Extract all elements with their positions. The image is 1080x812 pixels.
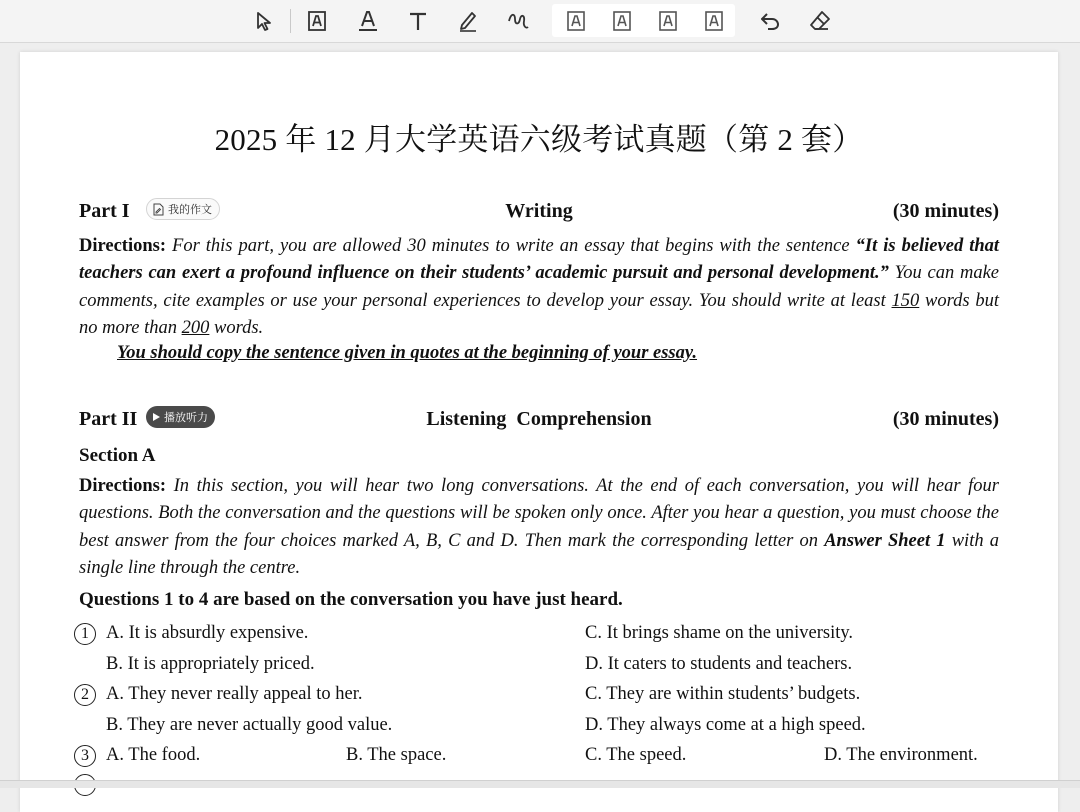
- section-a-heading: Section A: [79, 445, 156, 466]
- q2-option-c[interactable]: C. They are within students’ budgets.: [585, 684, 861, 704]
- directions-label: Directions:: [79, 476, 166, 496]
- document-edit-icon: [152, 203, 164, 216]
- undo-tool[interactable]: [754, 5, 786, 37]
- questions-heading: Questions 1 to 4 are based on the conversation you have just heard.: [79, 589, 623, 610]
- font-style-group: [552, 4, 735, 37]
- question-number-1: 1: [74, 623, 96, 645]
- question-number-3: 3: [74, 745, 96, 767]
- part-2-directions: [79, 473, 999, 582]
- play-icon: [152, 412, 161, 422]
- q1-option-d[interactable]: D. It caters to students and teachers.: [585, 654, 853, 674]
- eraser-icon: [808, 9, 832, 33]
- part-2-time: (30 minutes): [892, 408, 999, 430]
- min-word-count: 150: [891, 290, 920, 311]
- font-style-2[interactable]: [606, 5, 638, 37]
- q1-option-a[interactable]: A. It is absurdly expensive.: [106, 623, 309, 643]
- essay-prompt-quote: “It is believed that teachers can exert a profound influence on their students’ academic pursuit and personal development.”: [79, 236, 1000, 284]
- part-1-header: [79, 200, 999, 226]
- part-1-time: (30 minutes): [892, 200, 999, 222]
- pen-tool[interactable]: [452, 5, 484, 37]
- play-listening-label: 播放听力: [164, 411, 208, 424]
- cursor-icon: [253, 9, 277, 33]
- q2-option-d[interactable]: D. They always come at a high speed.: [585, 715, 866, 735]
- part-2-title: Listening Comprehension: [426, 408, 652, 430]
- text-box-icon: [610, 9, 634, 33]
- q2-option-a[interactable]: A. They never really appeal to her.: [106, 684, 363, 704]
- q3-option-d[interactable]: D. The environment.: [824, 745, 978, 765]
- text-box-icon: [702, 9, 726, 33]
- font-style-4[interactable]: [698, 5, 730, 37]
- q2-option-b[interactable]: B. They are never actually good value.: [106, 715, 393, 735]
- document-page: [20, 52, 1058, 812]
- part-1-directions-text-3: words but no more than: [79, 290, 999, 338]
- part-1-label: Part I: [79, 200, 130, 222]
- q3-option-c[interactable]: C. The speed.: [585, 745, 687, 765]
- select-tool[interactable]: [249, 5, 281, 37]
- document-title: 2025 年 12 月大学英语六级考试真题（第 2 套）: [214, 122, 864, 157]
- play-listening-button[interactable]: [146, 406, 215, 428]
- q1-option-c[interactable]: C. It brings shame on the university.: [585, 623, 854, 643]
- directions-label: Directions:: [79, 236, 166, 256]
- part-1-title: Writing: [505, 200, 573, 222]
- text-t-icon: [406, 9, 430, 33]
- answer-sheet-label: Answer Sheet 1: [824, 530, 946, 551]
- q3-option-a[interactable]: A. The food.: [106, 745, 201, 765]
- text-box-icon: [656, 9, 680, 33]
- toolbar-divider: [290, 9, 291, 33]
- part-1-directions-text-1: For this part, you are allowed 30 minutes to write an essay that begins with the sentence: [172, 236, 850, 256]
- part-2-label: Part II: [79, 408, 138, 430]
- part-1-directions-text-4: words.: [213, 317, 264, 338]
- annotation-toolbar: [0, 0, 1080, 43]
- pen-icon: [456, 9, 480, 33]
- text-box-icon: [564, 9, 588, 33]
- font-style-3[interactable]: [652, 5, 684, 37]
- q3-option-b[interactable]: B. The space.: [346, 745, 447, 765]
- font-style-1[interactable]: [560, 5, 592, 37]
- underline-tool[interactable]: [352, 5, 384, 37]
- underline-a-icon: [356, 9, 380, 33]
- squiggle-icon: [506, 9, 530, 33]
- part-2-directions-text-1: In this section, you will hear two long conversations. At the end of each conversation, you will hear four questions. Both the conversation and the questions will be spoken only once. After you hear a question, you must choose the best answer from the four choices marked A, B, C and D. Then mark the corresponding letter on: [79, 476, 1000, 551]
- highlight-text-tool[interactable]: [301, 5, 333, 37]
- freehand-tool[interactable]: [502, 5, 534, 37]
- q1-option-b[interactable]: B. It is appropriately priced.: [106, 654, 315, 674]
- question-number-2: 2: [74, 684, 96, 706]
- my-essay-button[interactable]: [146, 198, 220, 220]
- part-1-directions: [79, 233, 999, 342]
- part-1-directions-text-2: You can make comments, cite examples or use your personal experiences to develop your essay. You should write at least: [79, 263, 1000, 311]
- eraser-tool[interactable]: [804, 5, 836, 37]
- my-essay-label: 我的作文: [168, 203, 212, 216]
- text-box-icon: [305, 9, 329, 33]
- part-2-directions-text-2: with a single line through the centre.: [79, 530, 1000, 578]
- max-word-count: 200: [181, 317, 210, 338]
- part-2-header: [79, 408, 999, 434]
- copy-sentence-note: You should copy the sentence given in quotes at the beginning of your essay.: [117, 343, 698, 363]
- text-tool[interactable]: [402, 5, 434, 37]
- undo-icon: [758, 9, 782, 33]
